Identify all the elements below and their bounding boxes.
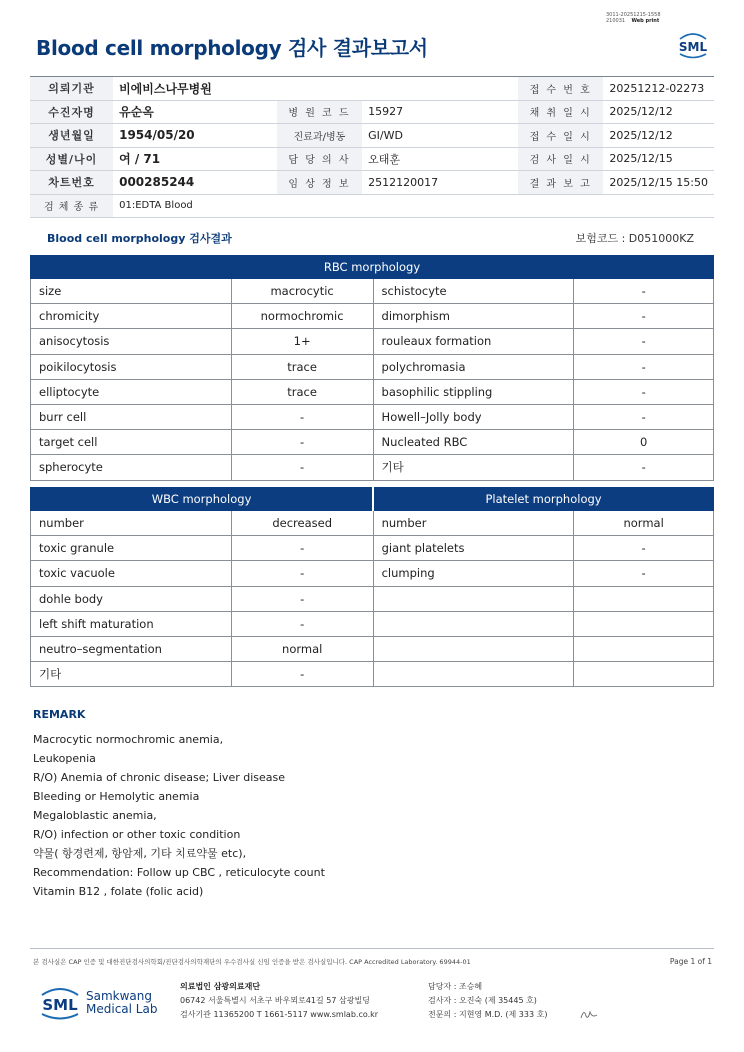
item-name: neutro–segmentation — [31, 636, 232, 661]
staff-line: 전문의 : 지현영 M.D. (제 333 호) — [428, 1010, 548, 1019]
table-row — [31, 561, 714, 586]
info-label: 검 체 종 류 — [30, 194, 113, 218]
item-result: normal — [231, 636, 373, 661]
info-value: 여 / 71 — [113, 147, 277, 171]
info-label: 의뢰기관 — [30, 77, 113, 101]
item-name: poikilocytosis — [31, 354, 232, 379]
rbc-header: RBC morphology — [31, 256, 714, 279]
info-label: 담 당 의 사 — [277, 147, 362, 171]
rbc-morphology-table — [30, 255, 714, 481]
info-label: 검 사 일 시 — [518, 147, 603, 171]
platelet-header: Platelet morphology — [373, 488, 713, 511]
info-label: 차트번호 — [30, 171, 113, 195]
remark-title: REMARK — [33, 708, 86, 721]
item-name: Nucleated RBC — [373, 430, 574, 455]
page-number: Page 1 of 1 — [669, 957, 712, 966]
remark-line: R/O) infection or other toxic condition — [33, 828, 241, 841]
staff-line: 담당자 : 조승혜 — [428, 982, 483, 991]
item-result: - — [574, 279, 714, 304]
remark-line: Megaloblastic anemia, — [33, 809, 157, 822]
item-name: 기타 — [373, 455, 574, 480]
item-result: - — [231, 455, 373, 480]
remark-text — [33, 730, 325, 901]
info-value: 2025/12/12 — [603, 100, 714, 124]
item-result: - — [574, 536, 714, 561]
item-name: chromicity — [31, 304, 232, 329]
item-result: trace — [231, 379, 373, 404]
item-name: target cell — [31, 430, 232, 455]
lab-name — [86, 990, 157, 1016]
info-value: 01:EDTA Blood — [113, 194, 714, 218]
info-value: 2025/12/15 — [603, 147, 714, 171]
item-name — [373, 611, 574, 636]
patient-info-table — [30, 76, 714, 218]
item-result — [574, 586, 714, 611]
item-result: - — [574, 329, 714, 354]
item-result — [574, 662, 714, 687]
page-title: Blood cell morphology 검사 결과보고서 — [36, 36, 428, 60]
table-row — [31, 586, 714, 611]
info-value: 오태훈 — [362, 147, 518, 171]
sml-footer-logo-icon — [36, 982, 84, 1022]
rbc-rows — [31, 279, 714, 481]
item-result — [574, 636, 714, 661]
item-name — [373, 636, 574, 661]
table-row — [31, 404, 714, 429]
item-result: - — [574, 561, 714, 586]
item-name — [373, 586, 574, 611]
info-label: 병 원 코 드 — [277, 100, 362, 124]
item-name: dimorphism — [373, 304, 574, 329]
lab-name-line1: Samkwang — [86, 989, 152, 1003]
info-label: 진료과/병동 — [277, 124, 362, 148]
item-name: elliptocyte — [31, 379, 232, 404]
corporation-address: 06742 서울특별시 서초구 바우뫼로41길 57 삼광빌딩 — [180, 996, 370, 1005]
remark-line: 약물( 항경련제, 항암제, 기타 치료약물 etc), — [33, 847, 247, 860]
item-result: 1+ — [231, 329, 373, 354]
corporation-info — [180, 980, 378, 1022]
info-value: 비에비스나무병원 — [113, 77, 518, 101]
info-row — [30, 147, 714, 171]
item-name: spherocyte — [31, 455, 232, 480]
item-result: - — [231, 561, 373, 586]
sml-logo-text: SML — [678, 40, 708, 54]
table-row — [31, 662, 714, 687]
item-name: giant platelets — [373, 536, 574, 561]
info-row — [30, 194, 714, 218]
table-row — [31, 511, 714, 536]
info-value: 2025/12/15 15:50 — [603, 171, 714, 195]
item-result: - — [231, 662, 373, 687]
item-name: clumping — [373, 561, 574, 586]
table-row — [31, 611, 714, 636]
item-result: - — [231, 611, 373, 636]
item-result: normochromic — [231, 304, 373, 329]
remark-line: Leukopenia — [33, 752, 96, 765]
item-result: - — [574, 455, 714, 480]
item-result: - — [231, 586, 373, 611]
item-result: - — [231, 430, 373, 455]
sml-logo-icon — [674, 28, 712, 60]
item-name: number — [31, 511, 232, 536]
info-row — [30, 77, 714, 101]
insurance-code: 보험코드 : D051000KZ — [575, 232, 694, 245]
table-row — [31, 455, 714, 480]
info-value: 유순옥 — [113, 100, 277, 124]
lab-name-line2: Medical Lab — [86, 1002, 158, 1016]
remark-line: Bleeding or Hemolytic anemia — [33, 790, 200, 803]
info-label: 생년월일 — [30, 124, 113, 148]
staff-info — [428, 980, 547, 1022]
accreditation-note: 본 검사실은 CAP 인증 및 대한진단검사의학회/진단검사의학재단의 우수검사실 신임 인증을 받은 검사실입니다. CAP Accredited Laboratory. 69944-01 — [33, 958, 471, 966]
results-section-title: Blood cell morphology 검사결과 — [47, 232, 232, 245]
info-row — [30, 100, 714, 124]
table-row — [31, 329, 714, 354]
item-result: macrocytic — [231, 279, 373, 304]
item-name — [373, 662, 574, 687]
item-result: - — [574, 354, 714, 379]
table-row — [31, 636, 714, 661]
item-name: number — [373, 511, 574, 536]
item-result: - — [231, 536, 373, 561]
table-row — [31, 304, 714, 329]
item-result: trace — [231, 354, 373, 379]
item-name: left shift maturation — [31, 611, 232, 636]
item-result: - — [231, 404, 373, 429]
item-result — [574, 611, 714, 636]
item-result: decreased — [231, 511, 373, 536]
item-name: 기타 — [31, 662, 232, 687]
item-name: toxic granule — [31, 536, 232, 561]
info-label: 성별/나이 — [30, 147, 113, 171]
info-label: 수진자명 — [30, 100, 113, 124]
signature-icon — [578, 1006, 600, 1022]
item-name: Howell–Jolly body — [373, 404, 574, 429]
info-value: 20251212-02273 — [603, 77, 714, 101]
item-name: basophilic stippling — [373, 379, 574, 404]
corporation-contact: 검사기관 11365200 T 1661-5117 www.smlab.co.kr — [180, 1010, 379, 1019]
info-label: 접 수 일 시 — [518, 124, 603, 148]
doc-code-line2: 210031 Web print — [606, 18, 660, 24]
item-name: burr cell — [31, 404, 232, 429]
item-name: rouleaux formation — [373, 329, 574, 354]
info-label: 결 과 보 고 — [518, 171, 603, 195]
info-row — [30, 171, 714, 195]
item-name: size — [31, 279, 232, 304]
info-row — [30, 124, 714, 148]
info-label: 임 상 정 보 — [277, 171, 362, 195]
wbc-header: WBC morphology — [31, 488, 374, 511]
item-name: anisocytosis — [31, 329, 232, 354]
corporation-name: 의료법인 삼광의료재단 — [180, 982, 261, 991]
remark-line: Vitamin B12 , folate (folic acid) — [33, 885, 204, 898]
document-code — [606, 12, 661, 24]
item-result: - — [574, 304, 714, 329]
staff-line: 검사자 : 오진숙 (제 35445 호) — [428, 996, 537, 1005]
table-row — [31, 536, 714, 561]
item-result: - — [574, 379, 714, 404]
info-value: 000285244 — [113, 171, 277, 195]
info-value: GI/WD — [362, 124, 518, 148]
item-name: polychromasia — [373, 354, 574, 379]
info-value: 2025/12/12 — [603, 124, 714, 148]
table-row — [31, 279, 714, 304]
wbc-platelet-table — [30, 487, 714, 687]
item-result: normal — [574, 511, 714, 536]
item-result: - — [574, 404, 714, 429]
item-name: dohle body — [31, 586, 232, 611]
remark-line: R/O) Anemia of chronic disease; Liver disease — [33, 771, 286, 784]
doc-code-line1: 3011-20251215-1558 — [606, 12, 661, 18]
table-row — [31, 354, 714, 379]
info-label: 채 취 일 시 — [518, 100, 603, 124]
table-row — [31, 379, 714, 404]
item-name: toxic vacuole — [31, 561, 232, 586]
info-label: 접 수 번 호 — [518, 77, 603, 101]
info-value: 2512120017 — [362, 171, 518, 195]
table-row — [31, 430, 714, 455]
item-result: 0 — [574, 430, 714, 455]
info-value: 1954/05/20 — [113, 124, 277, 148]
info-value: 15927 — [362, 100, 518, 124]
wbc-rows — [31, 511, 714, 687]
item-name: schistocyte — [373, 279, 574, 304]
remark-line: Recommendation: Follow up CBC , reticulocyte count — [33, 866, 325, 879]
sml-footer-logo-text: SML — [42, 996, 78, 1014]
footer-divider — [30, 948, 714, 949]
remark-line: Macrocytic normochromic anemia, — [33, 733, 224, 746]
